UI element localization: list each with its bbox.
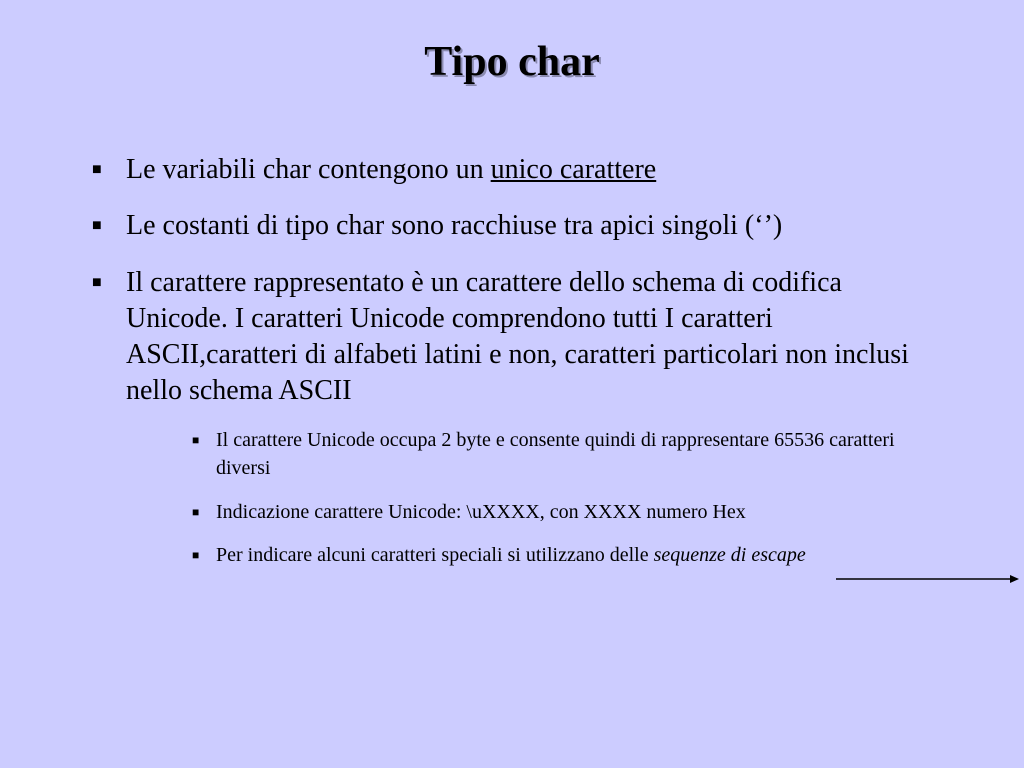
sub-bullet-item-1 [192, 426, 952, 482]
bullet-item-3-text: Il carattere rappresentato è un carattere dello schema di codifica Unicode. I caratteri Unicode comprendono tutti I caratteri ASCII,caratteri di alfabeti latini e non, caratteri particolari non inclusi nello schema ASCII [126, 267, 909, 406]
sub-bullet-item-3-plain: Per indicare alcuni caratteri speciali si utilizzano delle [216, 544, 654, 566]
square-bullet-icon: ■ [92, 274, 102, 291]
bullet-item-3 [92, 265, 932, 409]
square-bullet-icon: ■ [92, 161, 102, 178]
square-bullet-icon: ■ [192, 433, 200, 447]
sub-bullet-item-3-italic: sequenze di escape [653, 544, 806, 566]
sub-bullet-item-2 [192, 498, 952, 526]
square-bullet-icon: ■ [92, 217, 102, 234]
square-bullet-icon: ■ [192, 548, 200, 562]
square-bullet-icon: ■ [192, 505, 200, 519]
sub-bullet-item-2-text: Indicazione carattere Unicode: \uXXXX, con XXXX numero Hex [216, 501, 746, 523]
sub-bullet-item-1-text: Il carattere Unicode occupa 2 byte e consente quindi di rappresentare 65536 caratteri diversi [216, 429, 895, 479]
bullet-item-text [126, 152, 932, 188]
bullet-item-1-text: Le variabili char contengono un [126, 154, 491, 185]
slide-title: Tipo char [424, 39, 600, 85]
sub-bullet-item-3 [192, 541, 952, 569]
sub-bullet-item-3-text [216, 541, 952, 569]
bullet-item-1 [92, 152, 932, 188]
bullet-item-1-underlined: unico carattere [490, 154, 657, 185]
right-arrow-icon[interactable] [836, 572, 1020, 586]
bullet-item-2 [92, 208, 932, 244]
bullet-item-2-text: Le costanti di tipo char sono racchiuse tra apici singoli (‘’) [126, 210, 783, 241]
